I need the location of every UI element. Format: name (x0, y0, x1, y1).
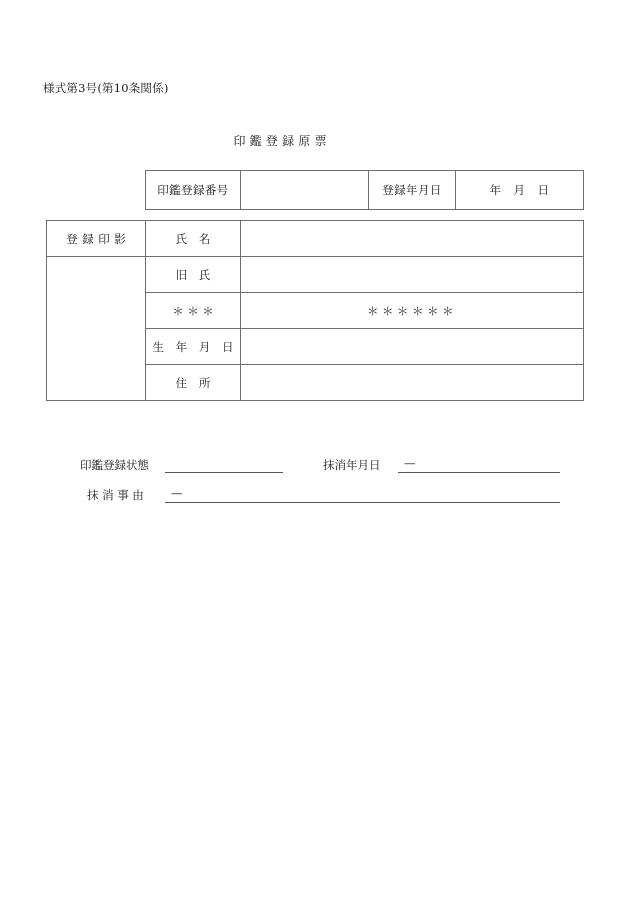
cancel-reason-input[interactable] (165, 487, 560, 503)
cancel-date-label: 抹消年月日 (323, 458, 381, 472)
address-label: 住 所 (146, 365, 241, 401)
table-row (47, 221, 584, 257)
cancel-reason-value: — (171, 486, 183, 500)
cancel-reason-row (0, 485, 630, 515)
stamp-impression-label: 登録印影 (47, 221, 146, 257)
birth-date-label: 生 年 月 日 (146, 329, 241, 365)
masked-field-label: ＊＊＊ (146, 293, 241, 329)
address-value[interactable] (241, 365, 584, 401)
registration-date-value[interactable]: 年 月 日 (456, 171, 584, 210)
registration-date-label: 登録年月日 (369, 171, 456, 210)
former-surname-label: 旧 氏 (146, 257, 241, 293)
table-row (47, 257, 584, 293)
cancel-reason-label: 抹消事由 (87, 488, 148, 502)
former-surname-value[interactable] (241, 257, 584, 293)
footer-fields (0, 455, 630, 515)
registration-status-input[interactable] (165, 457, 283, 473)
name-label: 氏 名 (146, 221, 241, 257)
cancel-date-value: — (404, 456, 416, 470)
record-table (46, 220, 584, 401)
table-row (146, 171, 584, 210)
masked-field-value[interactable]: ＊＊＊＊＊＊ (241, 293, 584, 329)
registration-number-table (145, 170, 584, 210)
form-number: 様式第3号(第10条関係) (43, 81, 169, 95)
registration-number-value[interactable] (241, 171, 369, 210)
cancel-date-input[interactable] (398, 457, 560, 473)
registration-status-label: 印鑑登録状態 (80, 458, 149, 472)
stamp-impression-area[interactable] (47, 257, 146, 401)
registration-status-row (0, 455, 630, 485)
birth-date-value[interactable] (241, 329, 584, 365)
registration-number-label: 印鑑登録番号 (146, 171, 241, 210)
name-value[interactable] (241, 221, 584, 257)
page-title: 印鑑登録原票 (233, 134, 331, 148)
